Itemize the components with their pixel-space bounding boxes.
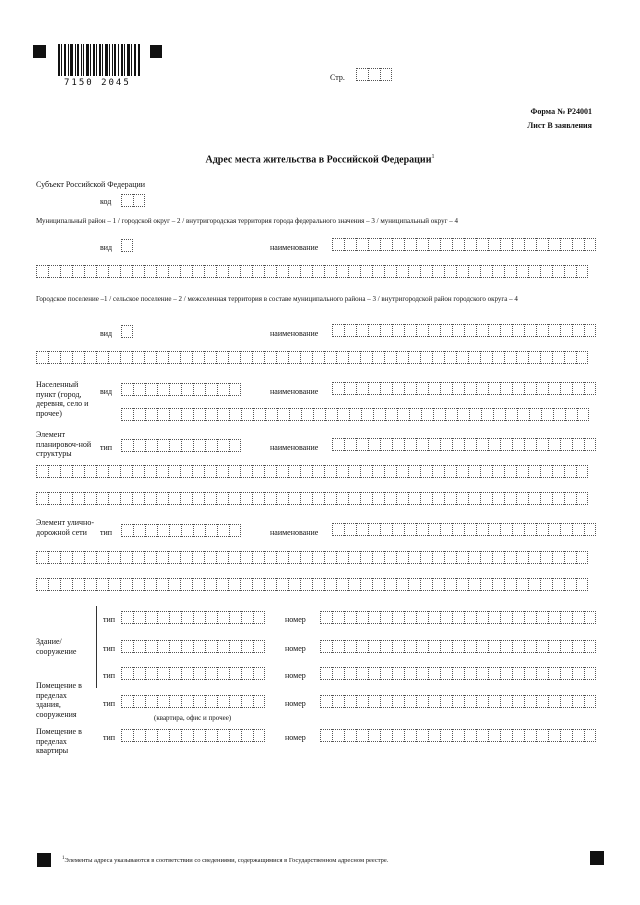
locality-name-cells[interactable] [332,382,596,395]
premises-number-cells[interactable] [320,695,596,708]
locality-name-label: наименование [270,387,319,396]
form-code: Форма № Р24001 [530,107,592,116]
street-name-label: наименование [270,528,319,537]
building-type-cells-3[interactable] [121,667,265,680]
barcode [58,44,140,76]
apartment-type-label: тип [103,733,116,742]
municipal-type-label: вид [100,243,113,252]
planning-name-cells-row2[interactable] [36,465,588,478]
building-number-label-1: номер [285,615,306,624]
footnote [62,855,388,865]
page-title-text: Адрес места жительства в Российской Федерации [205,154,432,166]
apartment-number-cells[interactable] [320,729,596,742]
apartment-label: Помещение в пределах квартиры [36,727,82,755]
municipal-name-cells[interactable] [332,238,596,251]
street-name-cells-row2[interactable] [36,551,588,564]
barcode-number: 7150 2045 [64,78,131,88]
building-type-cells-2[interactable] [121,640,265,653]
corner-marker-bottom-right [590,851,604,865]
building-number-cells-1[interactable] [320,611,596,624]
locality-type-cells[interactable] [121,383,241,396]
premises-label: Помещение в пределах здания, сооружения [36,681,82,719]
settlement-name-label: наименование [270,329,319,338]
street-name-cells-row3[interactable] [36,578,588,591]
settlement-description: Городское поселение –1 / сельское поселение – 2 / межселенная территория в составе муниципального района – 3 / внутригородской район городского округа – 4 [36,295,518,303]
planning-type-label: тип [100,443,113,452]
street-name-cells[interactable] [332,523,596,536]
locality-type-label: вид [100,387,113,396]
building-label: Здание/ сооружение [36,637,77,656]
building-number-cells-3[interactable] [320,667,596,680]
municipal-type-cells[interactable] [121,239,133,252]
planning-name-cells-row3[interactable] [36,492,588,505]
building-type-cells-1[interactable] [121,611,265,624]
settlement-name-cells-row2[interactable] [36,351,588,364]
premises-type-cells[interactable] [121,695,265,708]
corner-marker-bottom-left [37,853,51,867]
locality-name-cells-row2[interactable] [121,408,589,421]
building-number-label-2: номер [285,644,306,653]
form-sheet: Лист В заявления [527,121,592,130]
corner-marker-top-right [150,45,162,58]
planning-type-cells[interactable] [121,439,241,452]
apartment-type-cells[interactable] [121,729,265,742]
subject-code-cells[interactable] [121,194,145,207]
building-type-label-3: тип [103,671,116,680]
page-label: Стр. [330,73,345,82]
footnote-mark: 1 [62,856,65,861]
settlement-type-label: вид [100,329,113,338]
planning-label: Элемент планировоч-ной структуры [36,430,92,458]
page-title [0,154,640,165]
footnote-text: Элементы адреса указываются в соответствии со сведениями, содержащимися в Государственном адресном реестре. [64,857,389,865]
building-type-label-2: тип [103,644,116,653]
premises-hint: (квартира, офис и прочее) [154,714,232,722]
municipal-name-label: наименование [270,243,319,252]
street-label: Элемент улично-дорожной сети [36,518,94,537]
subject-code-label: код [100,197,112,206]
premises-number-label: номер [285,699,306,708]
municipal-description: Муниципальный район – 1 / городской округ – 2 / внутригородская территория города федерального значения – 3 / муниципальный округ – 4 [36,217,458,225]
premises-type-label: тип [103,699,116,708]
corner-marker-top-left [33,45,46,58]
title-footnote-mark: 1 [431,154,435,160]
planning-name-cells[interactable] [332,438,596,451]
street-type-label: тип [100,528,113,537]
planning-name-label: наименование [270,443,319,452]
building-number-cells-2[interactable] [320,640,596,653]
page-number-cells[interactable] [356,68,392,81]
building-bracket [96,606,97,688]
building-number-label-3: номер [285,671,306,680]
locality-label: Населенный пункт (город, деревня, село и прочее) [36,380,89,418]
settlement-name-cells[interactable] [332,324,596,337]
apartment-number-label: номер [285,733,306,742]
settlement-type-cells[interactable] [121,325,133,338]
barcode-stripes [58,44,140,76]
municipal-name-cells-row2[interactable] [36,265,588,278]
building-type-label-1: тип [103,615,116,624]
subject-label: Субъект Российской Федерации [36,180,146,189]
street-type-cells[interactable] [121,524,241,537]
